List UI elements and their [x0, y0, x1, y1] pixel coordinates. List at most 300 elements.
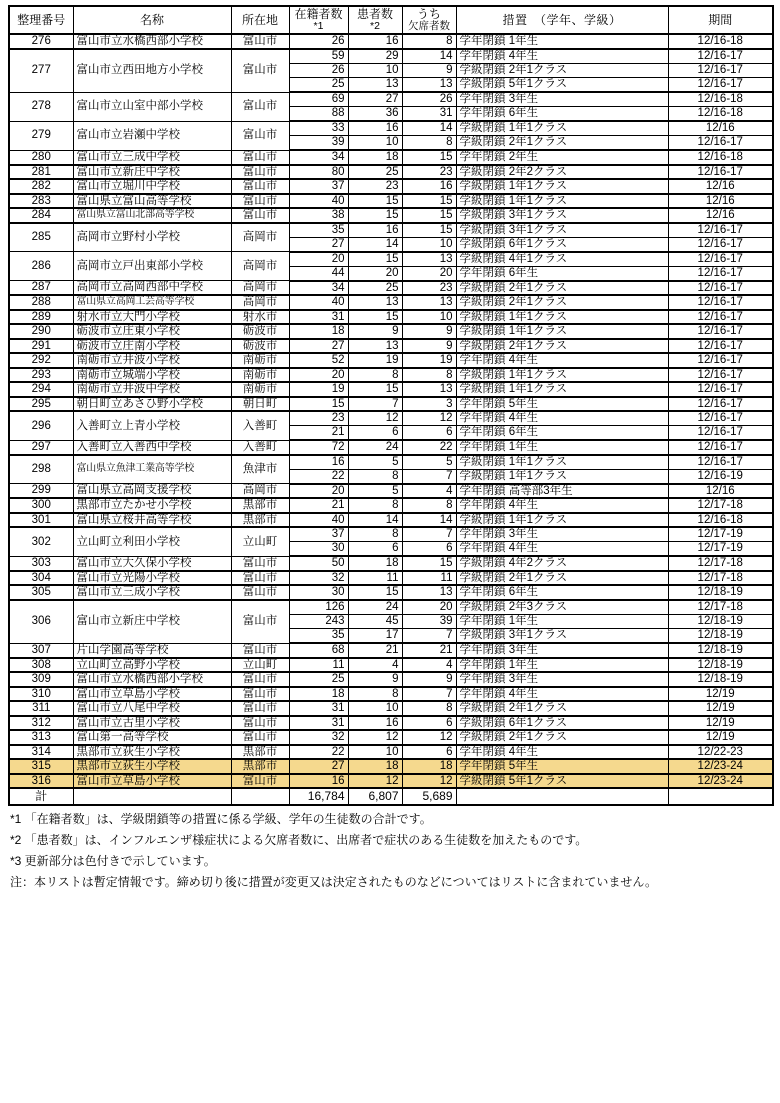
cell-absent: 39	[402, 614, 456, 629]
cell-number: 282	[9, 179, 73, 194]
cell-enrolled: 18	[289, 324, 348, 339]
cell-school-name: 入善町立入善西中学校	[73, 440, 231, 455]
cell-period: 12/17-19	[668, 527, 773, 542]
table-row	[9, 585, 773, 600]
table-row	[9, 600, 773, 615]
cell-enrolled: 88	[289, 107, 348, 122]
cell-number: 304	[9, 571, 73, 586]
cell-absent: 8	[402, 368, 456, 383]
header-period: 期間	[668, 6, 773, 34]
cell-patients: 18	[348, 556, 402, 571]
cell-patients: 6	[348, 426, 402, 441]
cell-location: 富山市	[231, 179, 289, 194]
cell-period: 12/19	[668, 730, 773, 745]
cell-enrolled: 32	[289, 730, 348, 745]
cell-enrolled: 50	[289, 556, 348, 571]
cell-number: 281	[9, 165, 73, 180]
footnote: *2 「患者数」は、インフルエンザ様症状による欠席者数に、出席者で症状のある生徒数を加えたものです。	[10, 833, 588, 847]
cell-action: 学級閉鎖 3年1クラス	[456, 208, 668, 223]
cell-location: 富山市	[231, 600, 289, 644]
header-absent	[402, 6, 456, 34]
cell-period: 12/16	[668, 484, 773, 499]
total-location	[231, 788, 289, 805]
cell-action: 学級閉鎖 6年1クラス	[456, 716, 668, 731]
table-row	[9, 223, 773, 238]
cell-period: 12/16-19	[668, 469, 773, 484]
cell-school-name: 朝日町立あさひ野小学校	[73, 397, 231, 412]
cell-absent: 6	[402, 426, 456, 441]
cell-action: 学級閉鎖 2年2クラス	[456, 165, 668, 180]
cell-period: 12/17-18	[668, 556, 773, 571]
cell-period: 12/16-17	[668, 382, 773, 397]
cell-period: 12/22-23	[668, 745, 773, 760]
cell-enrolled: 80	[289, 165, 348, 180]
cell-enrolled: 30	[289, 585, 348, 600]
cell-enrolled: 33	[289, 121, 348, 136]
cell-school-name: 砺波市立庄南小学校	[73, 339, 231, 354]
cell-absent: 16	[402, 179, 456, 194]
cell-period: 12/16-17	[668, 78, 773, 93]
table-row	[9, 121, 773, 136]
cell-school-name: 富山市立水橋西部小学校	[73, 34, 231, 49]
cell-action: 学年閉鎖 4年生	[456, 745, 668, 760]
cell-patients: 20	[348, 266, 402, 281]
cell-patients: 10	[348, 63, 402, 78]
cell-period: 12/16-17	[668, 281, 773, 296]
cell-school-name: 富山市立三成小学校	[73, 585, 231, 600]
cell-location: 富山市	[231, 556, 289, 571]
total-enrolled: 16,784	[289, 788, 348, 805]
cell-enrolled: 31	[289, 701, 348, 716]
cell-period: 12/18-19	[668, 629, 773, 644]
cell-period: 12/16-18	[668, 34, 773, 49]
cell-absent: 19	[402, 353, 456, 368]
table-row	[9, 324, 773, 339]
cell-patients: 12	[348, 411, 402, 426]
cell-location: 富山市	[231, 208, 289, 223]
header-name: 名称	[73, 6, 231, 34]
cell-school-name: 射水市立大門小学校	[73, 310, 231, 325]
cell-period: 12/16-17	[668, 136, 773, 151]
cell-number: 307	[9, 643, 73, 658]
cell-number: 291	[9, 339, 73, 354]
cell-enrolled: 44	[289, 266, 348, 281]
cell-location: 砺波市	[231, 324, 289, 339]
cell-absent: 13	[402, 382, 456, 397]
cell-action: 学級閉鎖 1年1クラス	[456, 310, 668, 325]
cell-school-name: 富山市立堀川中学校	[73, 179, 231, 194]
cell-enrolled: 16	[289, 455, 348, 470]
cell-period: 12/17-19	[668, 542, 773, 557]
cell-number: 277	[9, 49, 73, 93]
cell-location: 朝日町	[231, 397, 289, 412]
cell-action: 学年閉鎖 3年生	[456, 672, 668, 687]
cell-patients: 16	[348, 121, 402, 136]
cell-enrolled: 39	[289, 136, 348, 151]
cell-action: 学級閉鎖 2年1クラス	[456, 339, 668, 354]
cell-absent: 8	[402, 701, 456, 716]
cell-enrolled: 26	[289, 63, 348, 78]
cell-patients: 10	[348, 701, 402, 716]
cell-action: 学級閉鎖 1年1クラス	[456, 455, 668, 470]
cell-absent: 15	[402, 208, 456, 223]
cell-period: 12/16	[668, 121, 773, 136]
table-row	[9, 179, 773, 194]
cell-school-name: 富山市立草島小学校	[73, 687, 231, 702]
cell-absent: 20	[402, 266, 456, 281]
cell-absent: 6	[402, 542, 456, 557]
cell-number: 309	[9, 672, 73, 687]
header-action-label: 措置 （学年、学級）	[502, 12, 622, 27]
cell-period: 12/16-17	[668, 165, 773, 180]
cell-location: 富山市	[231, 165, 289, 180]
cell-number: 306	[9, 600, 73, 644]
table-row	[9, 92, 773, 107]
cell-patients: 19	[348, 353, 402, 368]
cell-action: 学級閉鎖 2年1クラス	[456, 63, 668, 78]
cell-school-name: 富山市立光陽小学校	[73, 571, 231, 586]
cell-absent: 12	[402, 730, 456, 745]
table-row	[9, 716, 773, 731]
cell-action: 学級閉鎖 1年1クラス	[456, 513, 668, 528]
cell-patients: 15	[348, 194, 402, 209]
cell-enrolled: 31	[289, 716, 348, 731]
cell-absent: 5	[402, 455, 456, 470]
cell-location: 魚津市	[231, 455, 289, 484]
cell-action: 学級閉鎖 3年1クラス	[456, 223, 668, 238]
table-row	[9, 658, 773, 673]
cell-school-name: 富山県立富山高等学校	[73, 194, 231, 209]
cell-patients: 36	[348, 107, 402, 122]
cell-number: 289	[9, 310, 73, 325]
table-row	[9, 382, 773, 397]
cell-absent: 12	[402, 411, 456, 426]
cell-patients: 23	[348, 179, 402, 194]
table-row	[9, 527, 773, 542]
cell-location: 射水市	[231, 310, 289, 325]
cell-absent: 4	[402, 484, 456, 499]
cell-location: 富山市	[231, 643, 289, 658]
cell-absent: 8	[402, 136, 456, 151]
cell-period: 12/16-17	[668, 411, 773, 426]
cell-absent: 22	[402, 440, 456, 455]
cell-action: 学級閉鎖 1年1クラス	[456, 179, 668, 194]
cell-period: 12/18-19	[668, 672, 773, 687]
cell-patients: 10	[348, 745, 402, 760]
cell-patients: 29	[348, 49, 402, 64]
cell-patients: 4	[348, 658, 402, 673]
cell-location: 富山市	[231, 34, 289, 49]
header-absent-top: うち	[416, 7, 441, 22]
cell-period: 12/16-18	[668, 513, 773, 528]
cell-number: 278	[9, 92, 73, 121]
cell-enrolled: 20	[289, 484, 348, 499]
footnote: 注：本リストは暫定情報です。締め切り後に措置が変更又は決定されたものなどについてはリストに含まれていません。	[10, 875, 658, 889]
cell-number: 276	[9, 34, 73, 49]
cell-enrolled: 25	[289, 672, 348, 687]
cell-patients: 25	[348, 281, 402, 296]
cell-absent: 4	[402, 658, 456, 673]
cell-action: 学級閉鎖 2年1クラス	[456, 701, 668, 716]
cell-location: 富山市	[231, 701, 289, 716]
cell-period: 12/16-17	[668, 368, 773, 383]
cell-period: 12/18-19	[668, 614, 773, 629]
cell-enrolled: 52	[289, 353, 348, 368]
cell-school-name: 黒部市立荻生小学校	[73, 745, 231, 760]
header-enrolled	[289, 6, 348, 34]
cell-location: 富山市	[231, 571, 289, 586]
cell-number: 294	[9, 382, 73, 397]
cell-patients: 8	[348, 368, 402, 383]
cell-period: 12/16-17	[668, 397, 773, 412]
cell-school-name: 高岡市立高岡西部中学校	[73, 281, 231, 296]
cell-period: 12/16-17	[668, 252, 773, 267]
table-row	[9, 165, 773, 180]
cell-enrolled: 35	[289, 223, 348, 238]
cell-enrolled: 40	[289, 295, 348, 310]
cell-school-name: 富山市立山室中部小学校	[73, 92, 231, 121]
cell-enrolled: 27	[289, 339, 348, 354]
table-row	[9, 484, 773, 499]
cell-enrolled: 34	[289, 281, 348, 296]
cell-action: 学級閉鎖 4年2クラス	[456, 556, 668, 571]
cell-absent: 7	[402, 527, 456, 542]
table-row	[9, 397, 773, 412]
cell-absent: 7	[402, 687, 456, 702]
cell-patients: 14	[348, 237, 402, 252]
cell-absent: 7	[402, 469, 456, 484]
cell-patients: 12	[348, 774, 402, 789]
cell-period: 12/17-18	[668, 571, 773, 586]
cell-patients: 15	[348, 382, 402, 397]
cell-action: 学年閉鎖 4年生	[456, 542, 668, 557]
cell-action: 学年閉鎖 3年生	[456, 527, 668, 542]
cell-absent: 13	[402, 252, 456, 267]
cell-patients: 15	[348, 310, 402, 325]
cell-number: 292	[9, 353, 73, 368]
cell-period: 12/23-24	[668, 774, 773, 789]
cell-patients: 16	[348, 34, 402, 49]
cell-action: 学年閉鎖 4年生	[456, 498, 668, 513]
cell-patients: 16	[348, 716, 402, 731]
cell-number: 295	[9, 397, 73, 412]
cell-period: 12/16-18	[668, 150, 773, 165]
cell-enrolled: 40	[289, 194, 348, 209]
cell-period: 12/16-18	[668, 107, 773, 122]
cell-school-name: 富山市立草島小学校	[73, 774, 231, 789]
cell-number: 298	[9, 455, 73, 484]
cell-absent: 14	[402, 513, 456, 528]
cell-patients: 15	[348, 208, 402, 223]
cell-action: 学級閉鎖 4年1クラス	[456, 252, 668, 267]
cell-absent: 15	[402, 194, 456, 209]
cell-absent: 20	[402, 600, 456, 615]
cell-location: 立山町	[231, 658, 289, 673]
cell-enrolled: 35	[289, 629, 348, 644]
cell-period: 12/16-17	[668, 223, 773, 238]
cell-action: 学年閉鎖 3年生	[456, 92, 668, 107]
header-action	[456, 6, 668, 34]
cell-number: 316	[9, 774, 73, 789]
cell-location: 黒部市	[231, 498, 289, 513]
cell-school-name: 富山県立桜井高等学校	[73, 513, 231, 528]
cell-location: 南砺市	[231, 368, 289, 383]
table-row	[9, 571, 773, 586]
cell-enrolled: 27	[289, 759, 348, 774]
header-enrolled-note: *1	[313, 19, 324, 32]
cell-enrolled: 126	[289, 600, 348, 615]
cell-period: 12/16-17	[668, 295, 773, 310]
cell-action: 学級閉鎖 1年1クラス	[456, 324, 668, 339]
header-number: 整理番号	[9, 6, 73, 34]
cell-school-name: 富山市立大久保小学校	[73, 556, 231, 571]
cell-school-name: 入善町立上青小学校	[73, 411, 231, 440]
cell-patients: 18	[348, 150, 402, 165]
cell-location: 高岡市	[231, 484, 289, 499]
cell-number: 279	[9, 121, 73, 150]
cell-action: 学年閉鎖 6年生	[456, 426, 668, 441]
header-enrolled-label: 在籍者数	[294, 7, 343, 22]
cell-action: 学級閉鎖 2年3クラス	[456, 600, 668, 615]
cell-absent: 14	[402, 121, 456, 136]
cell-period: 12/17-18	[668, 600, 773, 615]
cell-enrolled: 243	[289, 614, 348, 629]
cell-patients: 8	[348, 687, 402, 702]
cell-location: 高岡市	[231, 281, 289, 296]
cell-enrolled: 25	[289, 78, 348, 93]
cell-enrolled: 59	[289, 49, 348, 64]
header-patients-note: *2	[370, 19, 380, 32]
cell-patients: 45	[348, 614, 402, 629]
cell-action: 学級閉鎖 2年1クラス	[456, 730, 668, 745]
cell-location: 富山市	[231, 672, 289, 687]
cell-patients: 13	[348, 339, 402, 354]
cell-absent: 15	[402, 223, 456, 238]
table-row	[9, 339, 773, 354]
cell-location: 南砺市	[231, 353, 289, 368]
cell-absent: 9	[402, 672, 456, 687]
header-absent-bottom: 欠席者数	[408, 19, 450, 32]
table-row	[9, 498, 773, 513]
cell-period: 12/16-17	[668, 310, 773, 325]
cell-period: 12/18-19	[668, 585, 773, 600]
cell-period: 12/16-17	[668, 237, 773, 252]
cell-number: 302	[9, 527, 73, 556]
cell-action: 学年閉鎖 1年生	[456, 34, 668, 49]
table-row	[9, 368, 773, 383]
cell-absent: 10	[402, 310, 456, 325]
cell-school-name: 富山市立西田地方小学校	[73, 49, 231, 93]
cell-number: 290	[9, 324, 73, 339]
cell-patients: 25	[348, 165, 402, 180]
cell-enrolled: 21	[289, 426, 348, 441]
table-row	[9, 759, 773, 774]
table-row	[9, 455, 773, 470]
cell-enrolled: 30	[289, 542, 348, 557]
cell-absent: 13	[402, 585, 456, 600]
cell-school-name: 富山市立岩瀬中学校	[73, 121, 231, 150]
table-row	[9, 252, 773, 267]
cell-enrolled: 27	[289, 237, 348, 252]
cell-enrolled: 19	[289, 382, 348, 397]
school-closure-table	[8, 5, 774, 806]
cell-action: 学級閉鎖 1年1クラス	[456, 382, 668, 397]
cell-action: 学年閉鎖 3年生	[456, 643, 668, 658]
cell-period: 12/16-17	[668, 353, 773, 368]
cell-school-name: 富山県立高岡支援学校	[73, 484, 231, 499]
cell-number: 297	[9, 440, 73, 455]
cell-school-name: 南砺市立井波小学校	[73, 353, 231, 368]
cell-enrolled: 20	[289, 252, 348, 267]
cell-school-name: 立山町立利田小学校	[73, 527, 231, 556]
cell-enrolled: 21	[289, 498, 348, 513]
cell-patients: 16	[348, 223, 402, 238]
cell-school-name: 南砺市立井波中学校	[73, 382, 231, 397]
header-row	[9, 6, 773, 34]
cell-patients: 5	[348, 455, 402, 470]
cell-location: 富山市	[231, 687, 289, 702]
cell-number: 296	[9, 411, 73, 440]
cell-absent: 21	[402, 643, 456, 658]
table-row	[9, 310, 773, 325]
cell-absent: 10	[402, 237, 456, 252]
cell-enrolled: 40	[289, 513, 348, 528]
cell-location: 高岡市	[231, 252, 289, 281]
cell-absent: 12	[402, 774, 456, 789]
cell-number: 310	[9, 687, 73, 702]
cell-absent: 23	[402, 165, 456, 180]
cell-enrolled: 22	[289, 745, 348, 760]
cell-number: 280	[9, 150, 73, 165]
cell-action: 学級閉鎖 1年1クラス	[456, 121, 668, 136]
cell-location: 砺波市	[231, 339, 289, 354]
cell-number: 288	[9, 295, 73, 310]
cell-period: 12/19	[668, 701, 773, 716]
table-row	[9, 353, 773, 368]
total-period	[668, 788, 773, 805]
total-label: 計	[9, 788, 73, 805]
cell-location: 富山市	[231, 150, 289, 165]
table-body	[9, 34, 773, 805]
table-row	[9, 556, 773, 571]
cell-period: 12/16-17	[668, 324, 773, 339]
cell-absent: 31	[402, 107, 456, 122]
cell-action: 学級閉鎖 5年1クラス	[456, 774, 668, 789]
cell-patients: 15	[348, 252, 402, 267]
cell-location: 富山市	[231, 774, 289, 789]
cell-period: 12/16-17	[668, 455, 773, 470]
cell-patients: 10	[348, 136, 402, 151]
cell-patients: 13	[348, 78, 402, 93]
cell-enrolled: 38	[289, 208, 348, 223]
cell-school-name: 砺波市立庄東小学校	[73, 324, 231, 339]
cell-enrolled: 20	[289, 368, 348, 383]
cell-action: 学年閉鎖 2年生	[456, 150, 668, 165]
table-row	[9, 34, 773, 49]
cell-patients: 9	[348, 672, 402, 687]
cell-patients: 27	[348, 92, 402, 107]
cell-location: 富山市	[231, 585, 289, 600]
cell-patients: 24	[348, 600, 402, 615]
table-row	[9, 411, 773, 426]
cell-number: 283	[9, 194, 73, 209]
cell-school-name: 富山市立新庄中学校	[73, 165, 231, 180]
cell-number: 305	[9, 585, 73, 600]
cell-absent: 14	[402, 49, 456, 64]
cell-number: 285	[9, 223, 73, 252]
cell-school-name: 黒部市立荻生小学校	[73, 759, 231, 774]
cell-action: 学級閉鎖 5年1クラス	[456, 78, 668, 93]
